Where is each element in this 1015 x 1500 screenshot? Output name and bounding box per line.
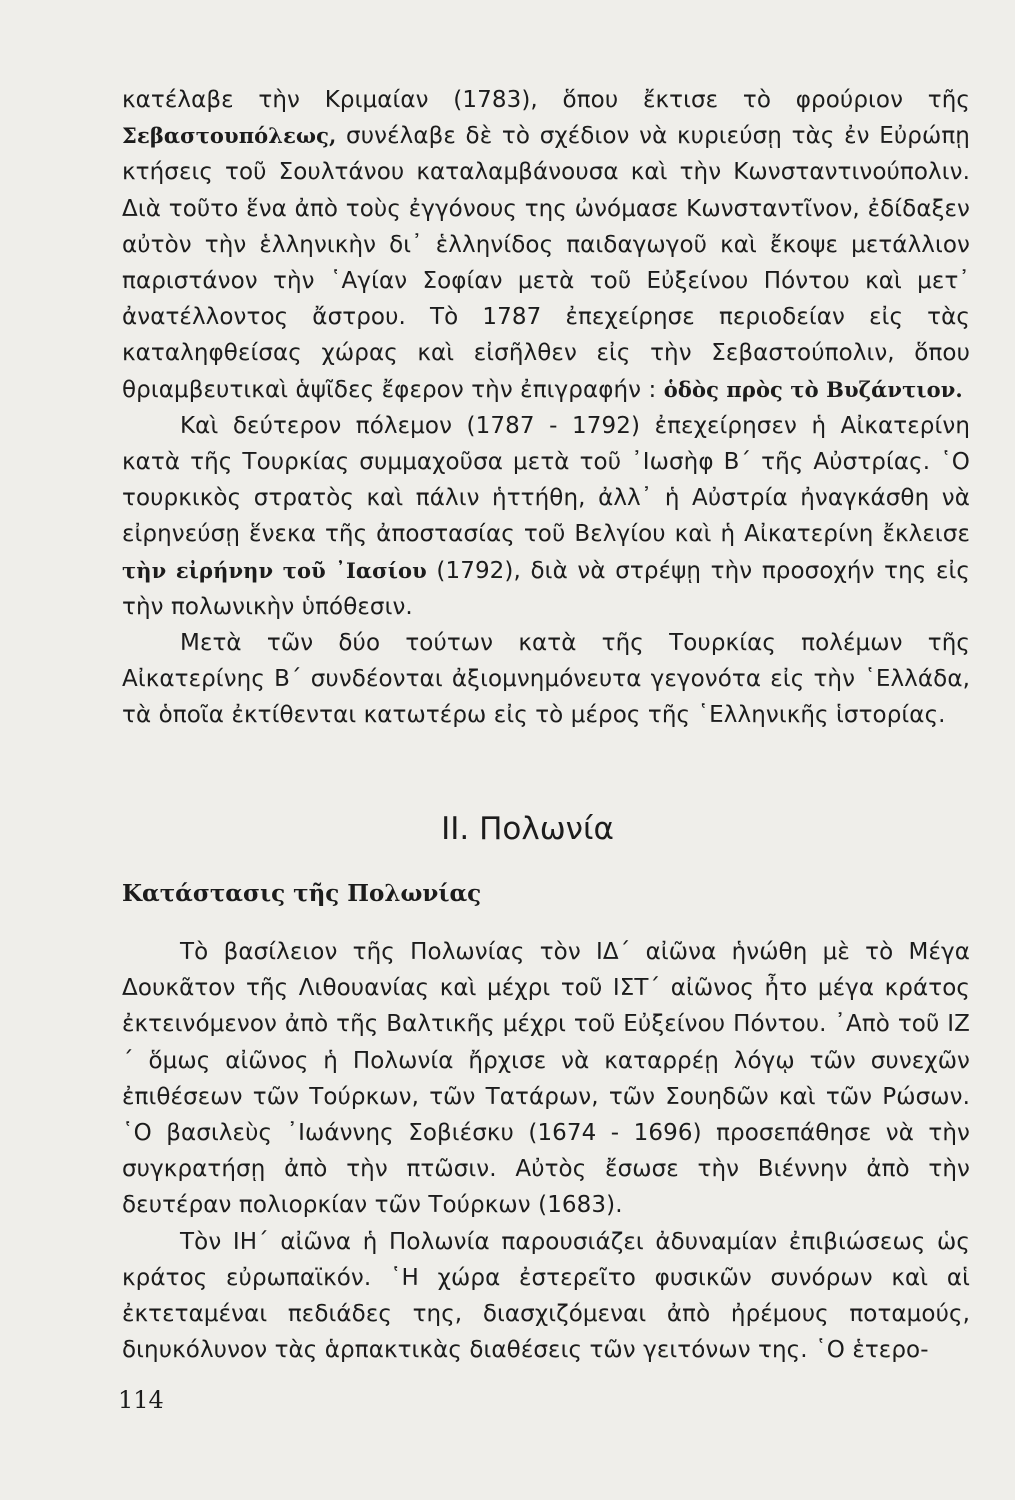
page-number: 114 (118, 1386, 164, 1414)
subheading: Κατάστασις τῆς Πολωνίας (122, 880, 482, 907)
upper-text-block (122, 82, 970, 734)
paragraph-3: Μετὰ τῶν δύο τούτων κατὰ τῆς Τουρκίας πολέμων τῆς Αἰκατερίνης Β´ συνδέονται ἀξιομνημόνευτα γεγονότα εἰς τὴν ῾Ελλάδα, τὰ ὁποῖα ἐκτίθενται κατωτέρω εἰς τὸ μέρος τῆς ῾Ελληνικῆς ἱστορίας. (122, 630, 970, 729)
paragraph-1 (122, 82, 970, 408)
bold-term-peace-of-iasi: τὴν εἰρήνην τοῦ ᾿Ιασίου (122, 557, 427, 583)
bold-term-road-to-byzantium: ὁδὸς πρὸς τὸ Βυζάντιον. (663, 376, 963, 402)
paragraph-1-part-c: συνέλαβε δὲ τὸ σχέδιον νὰ κυριεύσῃ τὰς ἐν Εὐρώπῃ κτήσεις τοῦ Σουλτάνου καταλαμβάνουσα καὶ τὴν Κωνσταντινούπολιν. Διὰ τοῦτο ἕνα ἀπὸ τοὺς ἐγγόνους της ὠνόμασε Κωνσταντῖνον, ἐδίδαξεν αὐτὸν τὴν ἑλληνικὴν δι᾽ ἑλληνίδος παιδαγωγοῦ καὶ ἔκοψε μετάλλιον παριστάνον τὴν ῾Αγίαν Σοφίαν μετὰ τοῦ Εὐξείνου Πόντου καὶ μετ᾽ ἀνατέλλοντος ἄστρου. Τὸ 1787 ἐπεχείρησε περιοδείαν εἰς τὰς καταληφθείσας χώρας καὶ εἰσῆλθεν εἰς τὴν Σεβαστούπολιν, ὅπου θριαμβευτικαὶ ἁψῖδες ἔφερον τὴν ἐπιγραφήν : (122, 123, 970, 403)
paragraph-2-part-a: Καὶ δεύτερον πόλεμον (1787 - 1792) ἐπεχείρησεν ἡ Αἰκατερίνη κατὰ τῆς Τουρκίας συμμαχοῦσα μετὰ τοῦ ᾿Ιωσὴφ Β´ τῆς Αὐστρίας. ῾Ο τουρκικὸς στρατὸς καὶ πάλιν ἡττήθη, ἀλλ᾽ ἡ Αὐστρία ἠναγκάσθη νὰ εἰρηνεύσῃ ἕνεκα τῆς ἀποστασίας τοῦ Βελγίου καὶ ἡ Αἰκατερίνη ἔκλεισε (122, 412, 970, 548)
section-heading: ΙΙ. Πολωνία (441, 811, 614, 847)
paragraph-2 (122, 408, 970, 625)
paragraph-5: Τὸν ΙΗ´ αἰῶνα ἡ Πολωνία παρουσιάζει ἀδυναμίαν ἐπιβιώσεως ὡς κράτος εὐρωπαϊκόν. ῾Η χώρα ἐστερεῖτο φυσικῶν συνόρων καὶ αἱ ἐκτεταμέναι πεδιάδες της, διασχιζόμεναι ἀπὸ ἠρέμους ποταμούς, διηυκόλυνον τὰς ἁρπακτικὰς διαθέσεις τῶν γειτόνων της. ῾Ο ἑτερο- (122, 1228, 970, 1364)
paragraph-4: Τὸ βασίλειον τῆς Πολωνίας τὸν ΙΔ´ αἰῶνα ἡνώθη μὲ τὸ Μέγα Δουκᾶτον τῆς Λιθουανίας καὶ μέχρι τοῦ ΙΣΤ´ αἰῶνος ἦτο μέγα κράτος ἐκτεινόμενον ἀπὸ τῆς Βαλτικῆς μέχρι τοῦ Εὐξείνου Πόντου. ᾿Απὸ τοῦ ΙΖ´ ὅμως αἰῶνος ἡ Πολωνία ἤρχισε νὰ καταρρέῃ λόγῳ τῶν συνεχῶν ἐπιθέσεων τῶν Τούρκων, τῶν Τατάρων, τῶν Σουηδῶν καὶ τῶν Ρώσων. ῾Ο βασιλεὺς ᾿Ιωάννης Σοβιέσκυ (1674 - 1696) προσεπάθησε νὰ τὴν συγκρατήσῃ ἀπὸ τὴν πτῶσιν. Αὐτὸς ἔσωσε τὴν Βιέννην ἀπὸ τὴν δευτέραν πολιορκίαν τῶν Τούρκων (1683). (122, 939, 970, 1219)
bold-term-sevastopol: Σεβαστουπόλεως, (122, 123, 337, 149)
lower-text-block (122, 934, 970, 1368)
paragraph-1-part-a: κατέλαβε τὴν Κριμαίαν (1783), ὅπου ἔκτισε τὸ φρούριον τῆς (122, 87, 970, 113)
paragraph-2-part-c: (1792), διὰ νὰ στρέψῃ τὴν προσοχήν της εἰς τὴν πολωνικὴν ὑπόθεσιν. (122, 557, 970, 620)
